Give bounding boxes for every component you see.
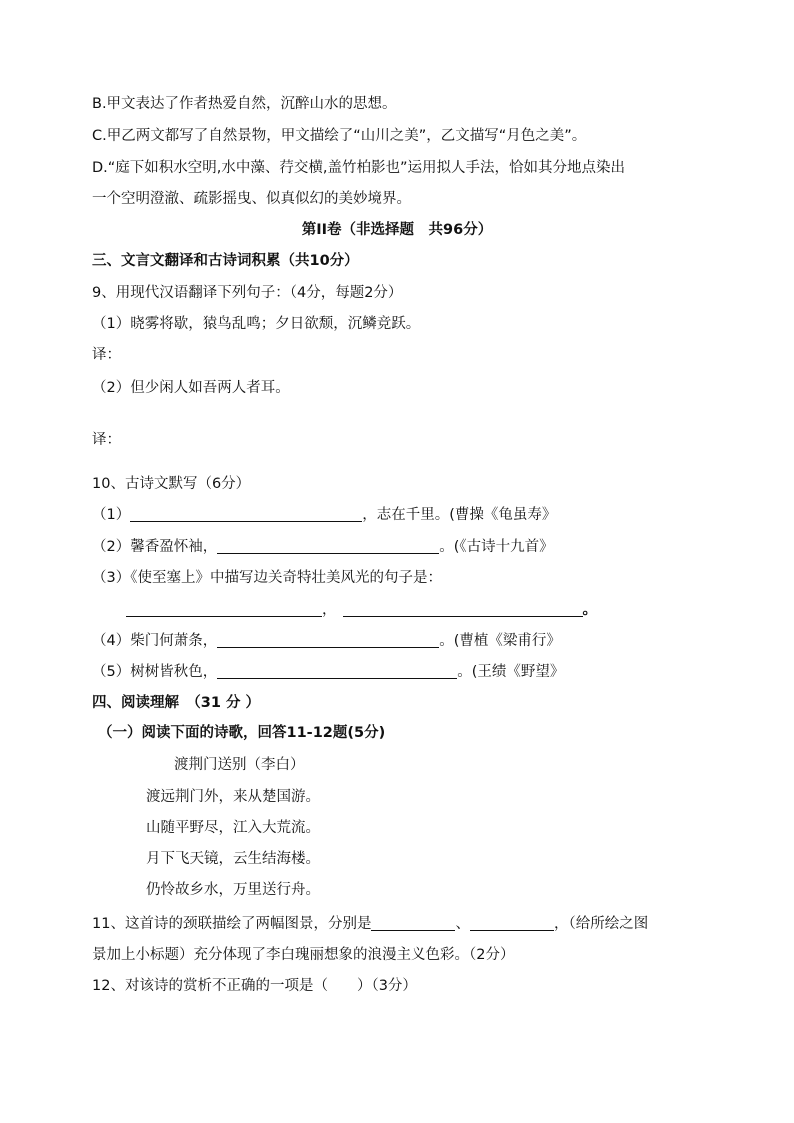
translate-label-1: 译：: [92, 347, 121, 363]
q9-sentence-2: （2）但少闲人如吾两人者耳。: [92, 380, 290, 396]
q11-line-1: [92, 914, 648, 934]
option-b: B.甲文表达了作者热爱自然，沉醉山水的思想。: [92, 96, 397, 112]
q10-item-3-comma: ，: [322, 602, 337, 618]
part2-title: 第II卷（非选择题 共96分）: [301, 222, 493, 238]
q10-item-5-suffix: 。(王绩《野望》: [457, 664, 565, 680]
option-c: C.甲乙两文都写了自然景物，甲文描绘了“山川之美”，乙文描写“月色之美”。: [92, 128, 587, 144]
q10-item-3: （3）《使至塞上》中描写边关奇特壮美风光的句子是：: [92, 570, 442, 586]
q11-text-a: 11、这首诗的颈联描绘了两幅图景，分别是: [92, 916, 372, 932]
section4-title: 四、阅读理解 （31 分 ）: [92, 695, 261, 711]
section3-title: 三、文言文翻译和古诗词积累（共10分）: [92, 253, 359, 269]
option-d-line2: 一个空明澄澈、疏影摇曳、似真似幻的美妙境界。: [92, 191, 411, 207]
q11-line-2: 景加上小标题）充分体现了李白瑰丽想象的浪漫主义色彩。（2分）: [92, 947, 515, 963]
option-d-line1: D.“庭下如积水空明,水中藻、荇交横,盖竹柏影也”运用拟人手法，恰如其分地点染出: [92, 160, 626, 176]
q10-item-1-suffix: ，志在千里。(曹操《龟虽寿》: [362, 507, 557, 523]
q10-item-4-prefix: （4）柴门何萧条，: [92, 633, 218, 649]
q10-item-3-period: 。: [582, 602, 597, 618]
q11-blank-1[interactable]: [371, 915, 455, 931]
q10-item-2-prefix: （2）馨香盈怀袖，: [92, 539, 218, 555]
q10-item-2-suffix: 。(《古诗十九首》: [439, 539, 554, 555]
poem-line-3: 月下飞天镜，云生结海楼。: [146, 851, 320, 867]
q12: 12、对该诗的赏析不正确的一项是（ ）（3分）: [92, 978, 417, 994]
q9-sentence-1: （1）晓雾将歇，猿鸟乱鸣；夕日欲颓，沉鳞竞跃。: [92, 316, 421, 332]
poem-line-2: 山随平野尽，江入大荒流。: [146, 820, 320, 836]
q9-stem: 9、用现代汉语翻译下列句子：（4分，每题2分）: [92, 285, 403, 301]
section4-sub1: （一）阅读下面的诗歌，回答11-12题(5分): [98, 725, 386, 741]
q10-blank-3a[interactable]: [126, 601, 322, 617]
q10-item-5-prefix: （5）树树皆秋色，: [92, 664, 218, 680]
q10-item-5: [92, 662, 564, 682]
q10-blank-3b[interactable]: [343, 601, 583, 617]
q10-blank-5[interactable]: [217, 663, 457, 679]
q10-stem: 10、古诗文默写（6分）: [92, 476, 251, 492]
q10-item-3-answer: [126, 600, 597, 620]
translate-label-2: 译：: [92, 432, 121, 448]
q10-blank-1[interactable]: [130, 506, 362, 522]
poem-line-4: 仍怜故乡水，万里送行舟。: [146, 882, 320, 898]
q11-blank-2[interactable]: [470, 915, 554, 931]
q10-item-4-suffix: 。(曹植《梁甫行》: [439, 633, 561, 649]
q10-item-4: [92, 631, 561, 651]
q10-blank-2[interactable]: [217, 538, 439, 554]
q10-item-1-prefix: （1）: [92, 507, 131, 523]
poem-line-1: 渡远荆门外，来从楚国游。: [146, 789, 320, 805]
q10-item-1: [92, 505, 556, 525]
poem-title: 渡荆门送别（李白）: [174, 757, 305, 773]
q11-sep: 、: [455, 916, 470, 932]
q10-item-2: [92, 537, 554, 557]
q10-blank-4[interactable]: [217, 632, 439, 648]
q11-text-b: ，（给所绘之图: [553, 916, 649, 932]
